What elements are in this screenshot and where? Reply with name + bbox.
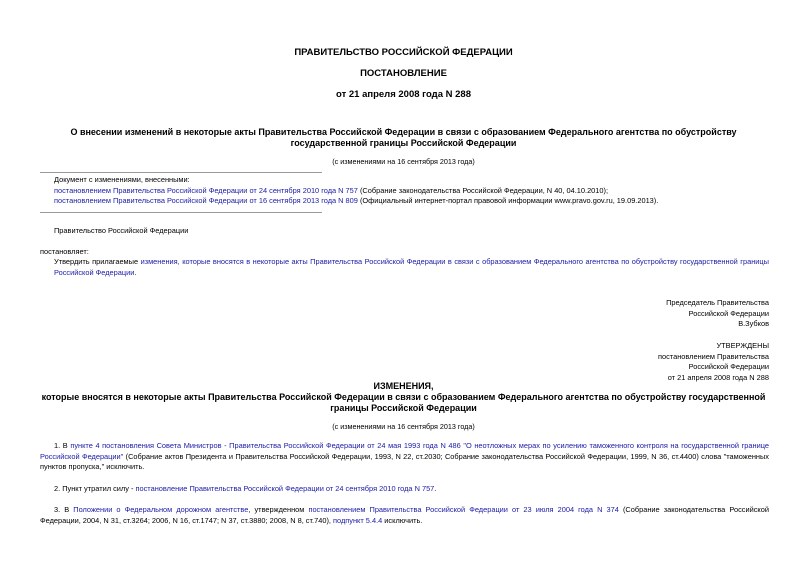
decree-757-link[interactable]: постановление Правительства Российской Федерации от 24 сентября 2010 года N 757 bbox=[135, 484, 435, 493]
changes-intro: Документ с изменениями, внесенными: bbox=[54, 175, 190, 184]
amendment-link-2010[interactable]: постановлением Правительства Российской Федерации от 24 сентября 2010 года N 757 bbox=[54, 185, 358, 195]
approve-pre: Утвердить прилагаемые bbox=[54, 257, 141, 266]
amendment-link-2013[interactable]: постановлением Правительства Российской Федерации от 16 сентября 2013 года N 809 bbox=[54, 196, 358, 205]
document-title-line1: О внесении изменений в некоторые акты Правительства Российской Федерации в связи с образованием Федерального агентства по обустройству bbox=[70, 127, 737, 137]
divider-top bbox=[40, 172, 322, 173]
approved-by: постановлением Правительства bbox=[658, 351, 769, 361]
subparagraph-5-4-4-link[interactable]: подпункт 5.4.4 bbox=[333, 515, 383, 525]
document-title-line2: государственной границы Российской Федерации bbox=[290, 138, 517, 148]
road-agency-regulation-link[interactable]: Положении о Федеральном дорожном агентстве bbox=[73, 505, 249, 514]
changes-title: ИЗМЕНЕНИЯ, bbox=[373, 381, 434, 391]
divider-bottom bbox=[40, 212, 322, 213]
item2-post: . bbox=[434, 484, 437, 493]
changes-item-2 bbox=[54, 196, 794, 207]
item2-pre: 2. Пункт утратил силу - bbox=[54, 484, 136, 493]
changes-subtitle-line2: границы Российской Федерации bbox=[330, 403, 477, 413]
edition-note: (с изменениями на 16 сентября 2013 года) bbox=[332, 157, 475, 166]
signature-name: В.Зубков bbox=[738, 319, 769, 328]
item3-mid2: (Собрание законодательства Российской Федерации, 2004, N 31, ст.3264; 2006, N 16, ст.1747; N 37, ст.3880; 2008, N 8, ст.740), bbox=[40, 505, 769, 525]
amendment-source-2013: (Официальный интернет-портал правовой информации www.pravo.gov.ru, 19.09.2013). bbox=[357, 196, 659, 205]
changes-box bbox=[54, 175, 794, 207]
item1-post: (Собрание актов Президента и Правительства Российской Федерации, 1993, N 22, ст.2030; Собрание законодательства Российской Федерации, 1999, N 36, ст.4400) слова "таможенных пунктов пропуска," исключить. bbox=[40, 451, 769, 471]
changes-edition-note: (с изменениями на 16 сентября 2013 года) bbox=[332, 422, 475, 431]
approve-post: . bbox=[134, 267, 137, 277]
decree-374-link[interactable]: постановлением Правительства Российской Федерации от 23 июля 2004 года N 374 bbox=[308, 505, 619, 514]
item3-pre: 3. В bbox=[54, 505, 74, 514]
decree-486-link[interactable]: пункте 4 постановления Совета Министров - Правительства Российской Федерации от 24 мая 1993 года N 486 "О неотложных мерах по усилению таможенного контроля на государственной границе Российской Федерации" bbox=[40, 441, 770, 461]
document-date: от 21 апреля 2008 года N 288 bbox=[336, 89, 471, 100]
signature-block bbox=[666, 298, 769, 330]
decides-line: постановляет: bbox=[40, 247, 89, 256]
document-type: ПОСТАНОВЛЕНИЕ bbox=[360, 68, 447, 79]
change-item-2 bbox=[40, 484, 769, 495]
item1-pre: 1. В bbox=[54, 441, 71, 450]
approved-country: Российской Федерации bbox=[688, 362, 769, 371]
approved-changes-link[interactable]: изменения, которые вносятся в некоторые акты Правительства Российской Федерации в связи с образованием Федерального агентства по обустройству государственной границы Российской Федерации bbox=[54, 257, 769, 277]
approved-date: от 21 апреля 2008 года N 288 bbox=[667, 372, 769, 382]
government-heading: ПРАВИТЕЛЬСТВО РОССИЙСКОЙ ФЕДЕРАЦИИ bbox=[294, 47, 513, 58]
change-item-3 bbox=[40, 505, 769, 526]
amendment-source-2010: (Собрание законодательства Российской Федерации, N 40, 04.10.2010); bbox=[357, 185, 609, 195]
item3-post: исключить. bbox=[382, 515, 423, 525]
changes-item-1 bbox=[54, 186, 794, 197]
approved-block bbox=[658, 341, 769, 383]
approved-label: УТВЕРЖДЕНЫ bbox=[716, 341, 769, 350]
change-item-1 bbox=[40, 441, 769, 473]
signature-country: Российской Федерации bbox=[688, 308, 769, 318]
approve-paragraph bbox=[54, 257, 769, 278]
item3-mid1: , утвержденном bbox=[248, 505, 309, 514]
government-line: Правительство Российской Федерации bbox=[54, 226, 189, 235]
signature-title: Председатель Правительства bbox=[666, 298, 769, 307]
changes-subtitle-line1: которые вносятся в некоторые акты Правительства Российской Федерации в связи с образованием Федерального агентства по обустройству государственной bbox=[41, 392, 766, 402]
